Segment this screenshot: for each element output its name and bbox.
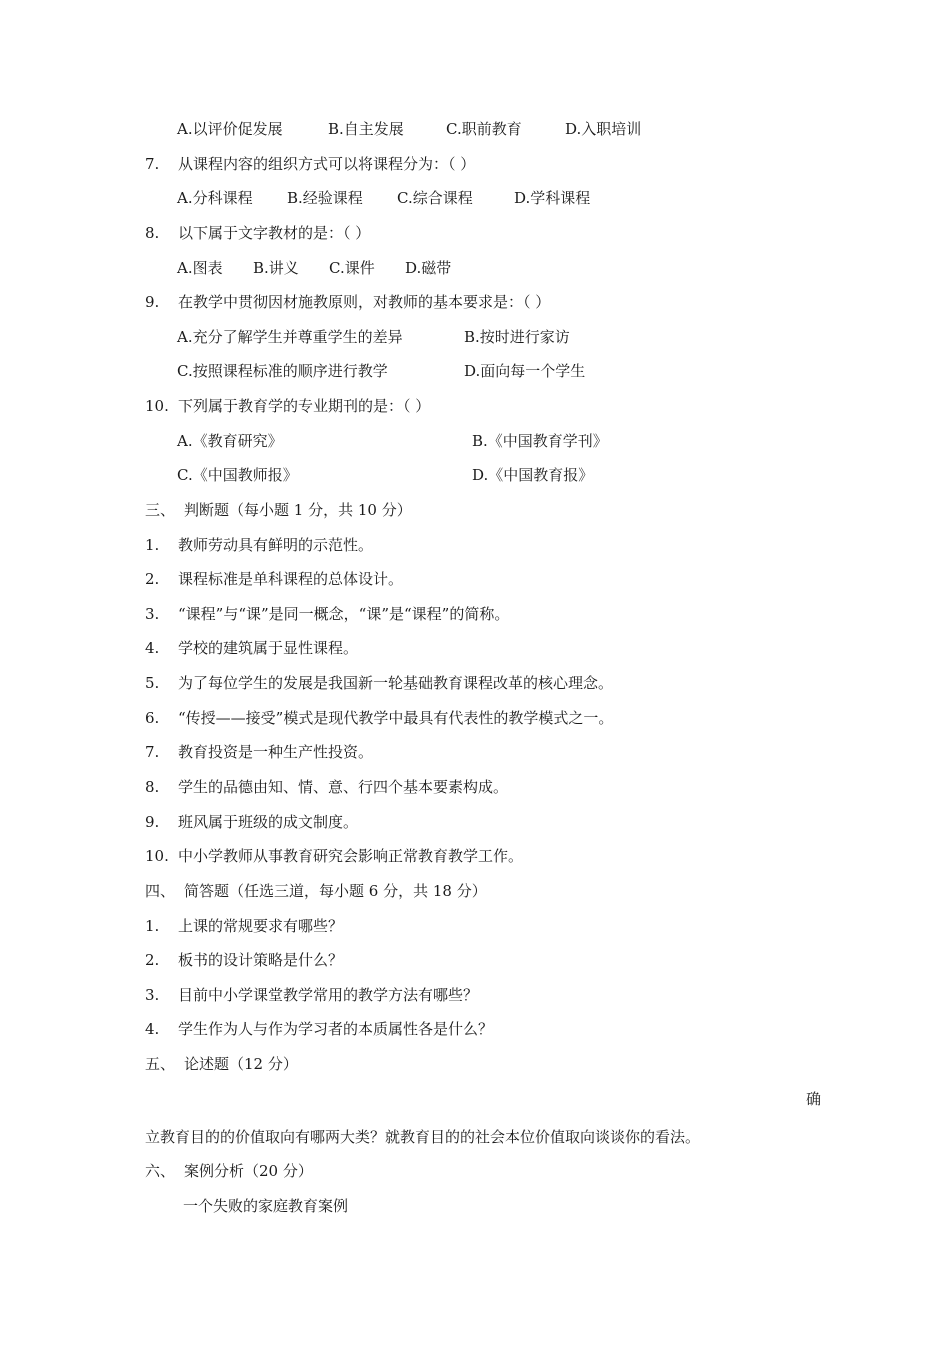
q8-option-b: B.讲义 [253,259,299,277]
question-text: 在教学中贯彻因材施教原则，对教师的基本要求是：（ ） [178,293,551,311]
q6-option-b: B.自主发展 [328,120,404,138]
q7-option-a: A.分科课程 [177,189,253,207]
section-number: 六、 [145,1162,176,1180]
q10-option-c: C.《中国教师报》 [177,466,298,484]
item-number: 9. [145,813,160,831]
item-number: 3. [145,986,160,1004]
item-number: 3. [145,605,160,623]
essay-word-start: 确 [806,1090,822,1108]
section-number: 三、 [145,501,176,519]
item-number: 4. [145,1020,160,1038]
item-text: 班风属于班级的成文制度。 [178,813,359,831]
q6-option-c: C.职前教育 [446,120,522,138]
item-text: “课程”与“课”是同一概念，“课”是“课程”的简称。 [178,605,510,623]
item-text: 学生的品德由知、情、意、行四个基本要素构成。 [178,778,509,796]
section-title: 论述题（12 分） [184,1055,298,1073]
question-number: 8. [145,224,160,242]
item-number: 2. [145,570,160,588]
item-text: 课程标准是单科课程的总体设计。 [178,570,404,588]
q9-option-b: B.按时进行家访 [464,328,570,346]
q6-option-d: D.入职培训 [565,120,642,138]
item-text: 教师劳动具有鲜明的示范性。 [178,536,374,554]
section-title: 判断题（每小题 1 分，共 10 分） [184,501,412,519]
q10-option-d: D.《中国教育报》 [472,466,594,484]
q10-option-b: B.《中国教育学刊》 [472,432,608,450]
item-text: 学校的建筑属于显性课程。 [178,639,359,657]
section-title: 简答题（任选三道，每小题 6 分，共 18 分） [184,882,487,900]
q7-option-c: C.综合课程 [397,189,473,207]
question-number: 9. [145,293,160,311]
item-number: 1. [145,536,160,554]
q8-option-a: A.图表 [177,259,223,277]
item-text: 上课的常规要求有哪些？ [178,917,344,935]
item-number: 10. [145,847,169,865]
item-number: 2. [145,951,160,969]
item-number: 8. [145,778,160,796]
section-number: 四、 [145,882,176,900]
q8-option-c: C.课件 [329,259,375,277]
item-number: 1. [145,917,160,935]
q6-option-a: A.以评价促发展 [177,120,283,138]
item-text: 目前中小学课堂教学常用的教学方法有哪些？ [178,986,479,1004]
question-text: 以下属于文字教材的是：（ ） [178,224,371,242]
item-number: 7. [145,743,160,761]
item-text: 板书的设计策略是什么？ [178,951,344,969]
q8-option-d: D.磁带 [405,259,452,277]
question-number: 10. [145,397,169,415]
q9-option-c: C.按照课程标准的顺序进行教学 [177,362,388,380]
question-number: 7. [145,155,160,173]
essay-question-text: 立教育目的的价值取向有哪两大类？就教育目的的社会本位价值取向谈谈你的看法。 [145,1128,701,1146]
q9-option-d: D.面向每一个学生 [464,362,586,380]
item-number: 4. [145,639,160,657]
section-title: 案例分析（20 分） [184,1162,313,1180]
question-text: 下列属于教育学的专业期刊的是：（ ） [178,397,431,415]
q7-option-d: D.学科课程 [514,189,591,207]
q10-option-a: A.《教育研究》 [177,432,283,450]
question-text: 从课程内容的组织方式可以将课程分为：（ ） [178,155,476,173]
section-number: 五、 [145,1055,176,1073]
case-title: 一个失败的家庭教育案例 [183,1197,349,1215]
item-text: 为了每位学生的发展是我国新一轮基础教育课程改革的核心理念。 [178,674,614,692]
item-number: 5. [145,674,160,692]
item-text: 教育投资是一种生产性投资。 [178,743,374,761]
item-text: “传授——接受”模式是现代教学中最具有代表性的教学模式之一。 [178,709,614,727]
item-text: 中小学教师从事教育研究会影响正常教育教学工作。 [178,847,524,865]
item-number: 6. [145,709,160,727]
q7-option-b: B.经验课程 [287,189,363,207]
q9-option-a: A.充分了解学生并尊重学生的差异 [177,328,403,346]
item-text: 学生作为人与作为学习者的本质属性各是什么？ [178,1020,494,1038]
